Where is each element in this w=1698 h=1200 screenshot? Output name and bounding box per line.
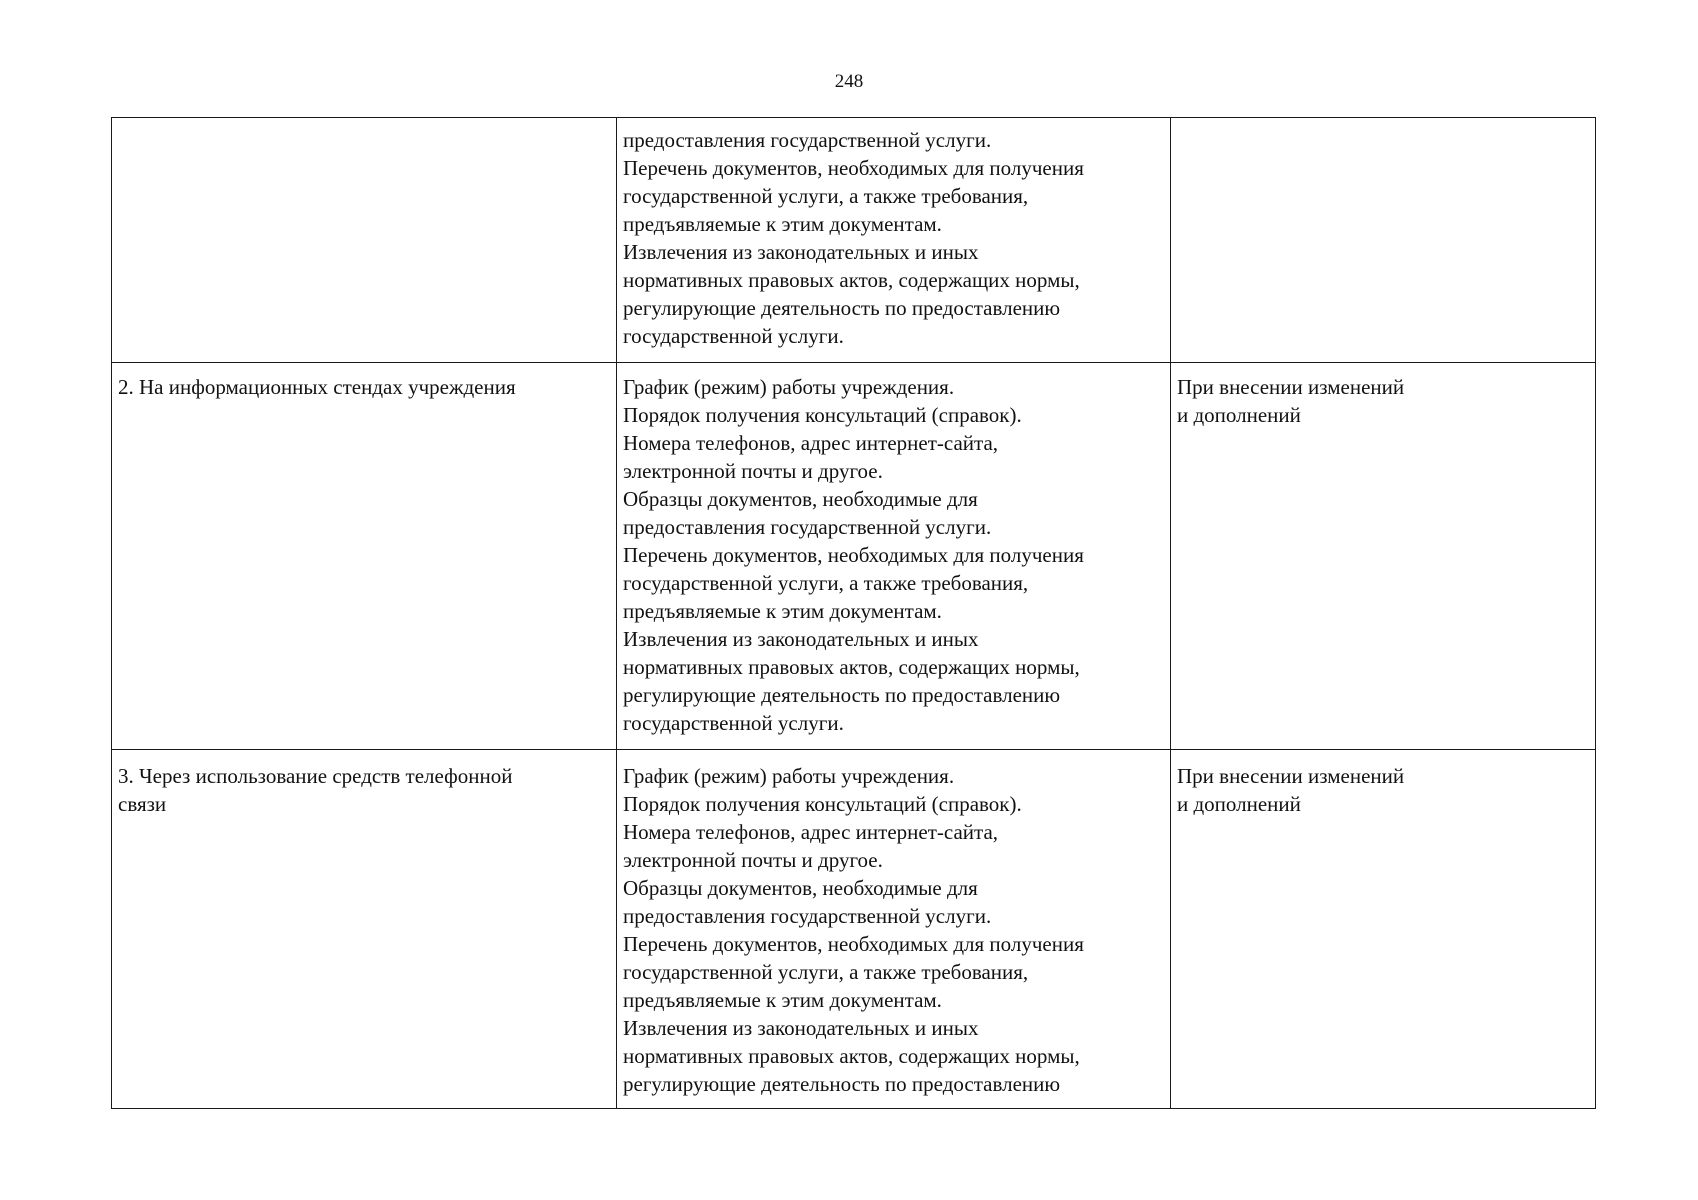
content-line: регулирующие деятельность по предоставлению [623, 683, 1061, 707]
content-line: предъявляемые к этим документам. [623, 212, 942, 236]
update-line: и дополнений [1177, 403, 1301, 427]
content-line: государственной услуги, а также требования, [623, 184, 1029, 208]
update-line: и дополнений [1177, 792, 1301, 816]
cell-channel [112, 363, 617, 750]
content-line: Номера телефонов, адрес интернет-сайта, [623, 431, 999, 455]
content-line: Порядок получения консультаций (справок). [623, 792, 1022, 816]
content-line: Извлечения из законодательных и иных [623, 240, 979, 264]
channel-line: связи [118, 792, 167, 816]
content-line: регулирующие деятельность по предоставлению [623, 1072, 1061, 1096]
content-line: нормативных правовых актов, содержащих нормы, [623, 1044, 1080, 1068]
content-line: График (режим) работы учреждения. [623, 764, 955, 788]
content-line: Перечень документов, необходимых для получения [623, 543, 1084, 567]
channel-line: 2. На информационных стендах учреждения [118, 375, 516, 399]
content-line: предъявляемые к этим документам. [623, 988, 942, 1012]
content-line: Перечень документов, необходимых для получения [623, 156, 1084, 180]
content-line: регулирующие деятельность по предоставлению [623, 296, 1061, 320]
content-line: государственной услуги, а также требования, [623, 960, 1029, 984]
content-line: Извлечения из законодательных и иных [623, 627, 979, 651]
content-line: Порядок получения консультаций (справок). [623, 403, 1022, 427]
table-row [112, 750, 1596, 1109]
table-row [112, 363, 1596, 750]
content-line: государственной услуги. [623, 711, 844, 735]
cell-channel [112, 750, 617, 1109]
cell-channel [112, 118, 617, 363]
content-line: нормативных правовых актов, содержащих нормы, [623, 655, 1080, 679]
content-line: Образцы документов, необходимые для [623, 487, 978, 511]
cell-update [1171, 750, 1596, 1109]
content-line: Извлечения из законодательных и иных [623, 1016, 979, 1040]
content-line: нормативных правовых актов, содержащих нормы, [623, 268, 1080, 292]
info-table [111, 117, 1596, 1109]
page-number: 248 [834, 71, 864, 92]
content-line: предоставления государственной услуги. [623, 128, 992, 152]
table-row [112, 118, 1596, 363]
cell-update [1171, 363, 1596, 750]
content-line: предъявляемые к этим документам. [623, 599, 942, 623]
content-line: Перечень документов, необходимых для получения [623, 932, 1084, 956]
cell-content [617, 750, 1171, 1109]
content-line: Номера телефонов, адрес интернет-сайта, [623, 820, 999, 844]
content-line: электронной почты и другое. [623, 848, 883, 872]
cell-update [1171, 118, 1596, 363]
content-line: государственной услуги. [623, 324, 844, 348]
content-line: предоставления государственной услуги. [623, 515, 992, 539]
content-line: государственной услуги, а также требования, [623, 571, 1029, 595]
update-line: При внесении изменений [1177, 375, 1405, 399]
content-line: электронной почты и другое. [623, 459, 883, 483]
channel-line: 3. Через использование средств телефонной [118, 764, 513, 788]
content-line: График (режим) работы учреждения. [623, 375, 955, 399]
content-line: предоставления государственной услуги. [623, 904, 992, 928]
update-line: При внесении изменений [1177, 764, 1405, 788]
cell-content [617, 363, 1171, 750]
content-line: Образцы документов, необходимые для [623, 876, 978, 900]
cell-content [617, 118, 1171, 363]
